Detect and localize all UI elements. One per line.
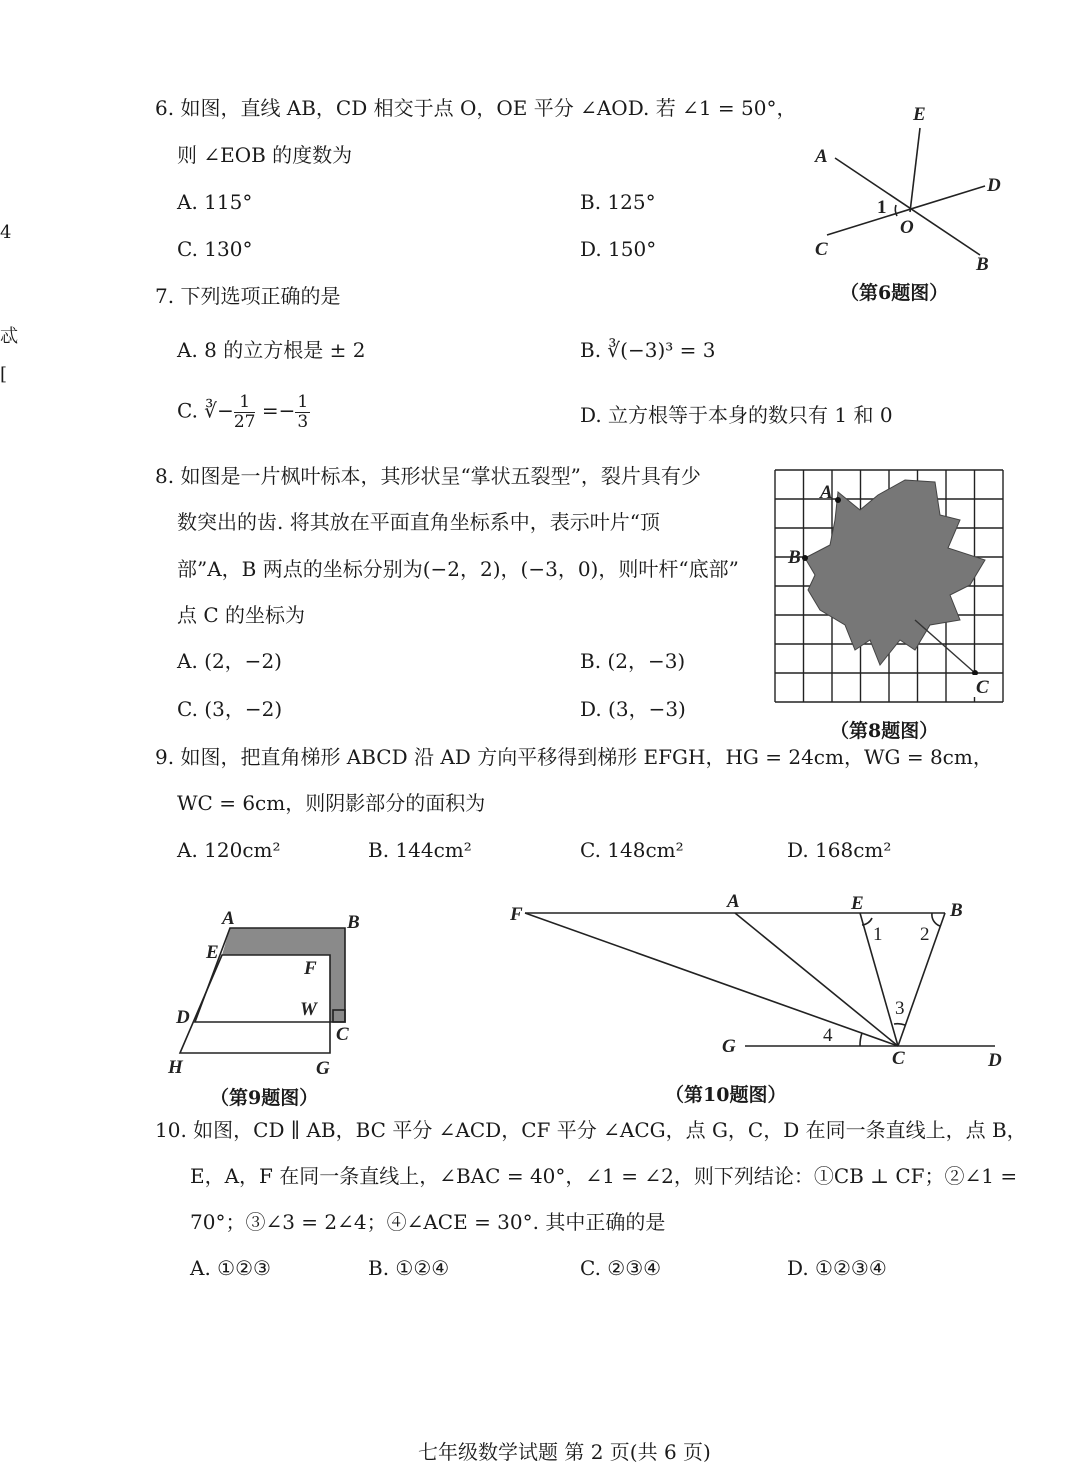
option-b: B. ①②④ xyxy=(368,1256,450,1280)
question-6-stem: 则 ∠EOB 的度数为 xyxy=(177,143,353,167)
label-c: C xyxy=(892,1048,905,1069)
margin-mark: 忒 xyxy=(0,326,18,347)
label-b: B xyxy=(950,900,963,921)
figure-9-caption: （第9题图） xyxy=(210,1087,319,1109)
label-d: D xyxy=(176,1007,190,1028)
option-d: D. (3，−3) xyxy=(580,697,686,721)
question-7-stem: 7. 下列选项正确的是 xyxy=(155,284,341,308)
equals: =− xyxy=(255,398,296,423)
option-b: B. ∛(−3)³ = 3 xyxy=(580,338,716,362)
question-10-stem: 10. 如图，CD ∥ AB，BC 平分 ∠ACD，CF 平分 ∠ACG，点 G，C，D 在同一条直线上，点 B， xyxy=(155,1118,1027,1142)
label-b: B xyxy=(976,254,989,275)
option-a: A. 115° xyxy=(177,190,253,214)
angle-3: 3 xyxy=(895,998,905,1019)
label-c: C xyxy=(976,677,989,698)
figure-10-caption: （第10题图） xyxy=(665,1084,787,1106)
page-footer: 七年级数学试题 第 2 页(共 6 页) xyxy=(418,1440,711,1464)
label-g: G xyxy=(722,1036,736,1057)
option-b: B. 125° xyxy=(580,190,656,214)
label-a: A xyxy=(727,891,740,912)
option-c: C. (3，−2) xyxy=(177,697,283,721)
denominator: 27 xyxy=(233,411,256,432)
angle-1: 1 xyxy=(877,197,887,218)
label-g: G xyxy=(316,1058,330,1079)
figure-8-caption: （第8题图） xyxy=(830,720,939,742)
label-b: B xyxy=(347,912,360,933)
label-f: F xyxy=(510,904,523,925)
label-d: D xyxy=(988,1050,1002,1071)
angle-1: 1 xyxy=(873,924,883,945)
cube-root: C. ∛ xyxy=(177,398,218,423)
option-d: D. 立方根等于本身的数只有 1 和 0 xyxy=(580,403,893,427)
figure-6-caption: （第6题图） xyxy=(840,282,949,304)
minus: − xyxy=(217,398,234,423)
option-d: D. 150° xyxy=(580,237,657,261)
label-c: C xyxy=(336,1024,349,1045)
label-e: E xyxy=(851,893,864,914)
label-c: C xyxy=(815,239,828,260)
option-b: B. 144cm² xyxy=(368,838,472,862)
question-8-stem: 8. 如图是一片枫叶标本，其形状呈“掌状五裂型”，裂片具有少 xyxy=(155,464,701,488)
question-8-stem: 数突出的齿. 将其放在平面直角坐标系中，表示叶片“顶 xyxy=(177,510,660,534)
question-6-stem: 6. 如图，直线 AB，CD 相交于点 O，OE 平分 ∠AOD. 若 ∠1 = 50°， xyxy=(155,96,797,120)
option-c: C. ②③④ xyxy=(580,1256,662,1280)
angle-2: 2 xyxy=(920,924,930,945)
question-9-stem: 9. 如图，把直角梯形 ABCD 沿 AD 方向平移得到梯形 EFGH，HG = 24cm，WG = 8cm， xyxy=(155,745,993,769)
label-e: E xyxy=(206,942,219,963)
angle-4: 4 xyxy=(823,1025,833,1046)
option-a: A. 120cm² xyxy=(177,838,281,862)
question-9-stem: WC = 6cm，则阴影部分的面积为 xyxy=(177,791,486,815)
label-a: A xyxy=(820,482,833,503)
option-d: D. ①②③④ xyxy=(787,1256,887,1280)
label-a: A xyxy=(222,908,235,929)
numerator: 1 xyxy=(234,393,256,413)
question-10-stem: 70°；③∠3 = 2∠4；④∠ACE = 30°. 其中正确的是 xyxy=(190,1210,666,1234)
option-c: C. 130° xyxy=(177,237,253,261)
label-d: D xyxy=(987,175,1001,196)
label-o: O xyxy=(900,217,914,238)
option-a: A. ①②③ xyxy=(190,1256,271,1280)
option-c: C. 148cm² xyxy=(580,838,684,862)
question-10-stem: E，A，F 在同一条直线上，∠BAC = 40°，∠1 = ∠2，则下列结论：①CB ⊥ CF；②∠1 = xyxy=(190,1164,1018,1188)
label-b: B xyxy=(788,547,801,568)
option-d: D. 168cm² xyxy=(787,838,892,862)
label-h: H xyxy=(168,1057,183,1078)
question-8-stem: 点 C 的坐标为 xyxy=(177,603,306,627)
option-b: B. (2，−3) xyxy=(580,649,686,673)
label-f: F xyxy=(304,958,317,979)
numerator: 1 xyxy=(297,392,309,412)
option-a: A. (2，−2) xyxy=(177,649,282,673)
option-a: A. 8 的立方根是 ± 2 xyxy=(177,338,366,362)
margin-mark: 4 xyxy=(0,222,12,243)
question-8-stem: 部”A，B 两点的坐标分别为(−2，2)，(−3，0)，则叶杆“底部” xyxy=(177,557,739,581)
denominator: 3 xyxy=(297,411,309,432)
label-w: W xyxy=(300,999,317,1020)
margin-mark: [ xyxy=(0,364,8,385)
figure-9 xyxy=(180,928,345,1053)
label-e: E xyxy=(913,104,926,125)
label-a: A xyxy=(815,146,828,167)
